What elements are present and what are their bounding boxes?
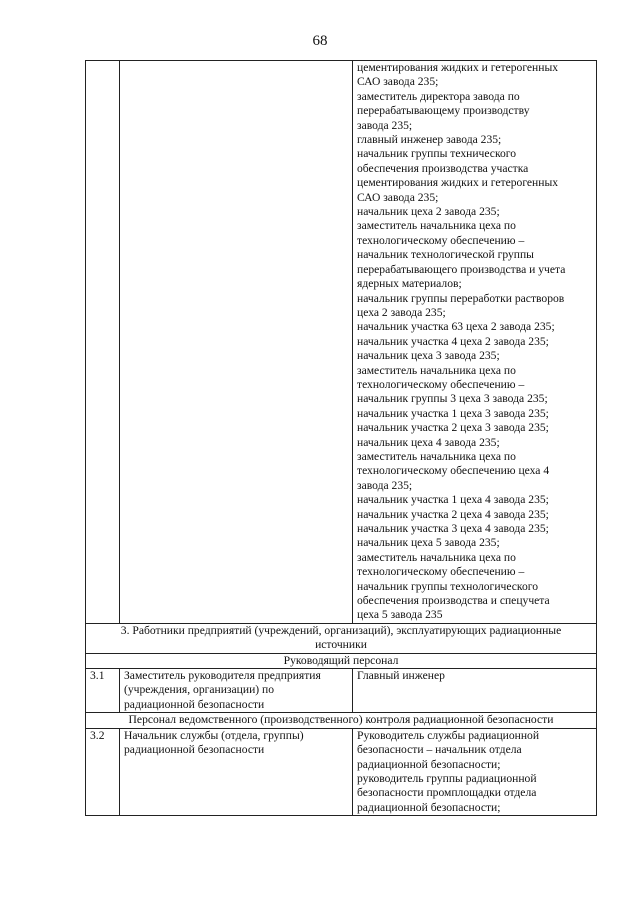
- text-line: начальник цеха 4 завода 235;: [357, 435, 500, 449]
- text-line: цементирования жидких и гетерогенных: [357, 176, 559, 190]
- text-line: технологическому обеспечению –: [357, 565, 525, 579]
- section-title-line: 3. Работники предприятий (учреждений, организаций), эксплуатирующих радиационные: [120, 623, 562, 637]
- text-line: начальник участка 2 цеха 4 завода 235;: [357, 507, 549, 521]
- text-line: заместитель начальника цеха по: [357, 219, 516, 233]
- table-row: [86, 669, 597, 713]
- text-line: САО завода 235;: [357, 190, 439, 204]
- continued-number-cell: [86, 61, 120, 624]
- text-line: Заместитель руководителя предприятия: [124, 669, 321, 683]
- section-title-row: [86, 623, 597, 653]
- text-line: Начальник службы (отдела, группы): [124, 728, 304, 742]
- text-line: цементирования жидких и гетерогенных: [357, 61, 559, 74]
- text-line: радиационной безопасности;: [357, 800, 501, 814]
- text-line: безопасности промплощадки отдела: [357, 786, 537, 800]
- text-line: перерабатывающему производству: [357, 104, 530, 118]
- text-line: начальник участка 4 цеха 2 завода 235;: [357, 334, 549, 348]
- subheading-row: [86, 653, 597, 668]
- subheading-row: [86, 713, 597, 728]
- text-line: начальник участка 1 цеха 3 завода 235;: [357, 406, 549, 420]
- row-number: 3.1: [86, 669, 120, 713]
- continued-equivalent-cell: [353, 61, 597, 624]
- text-line: начальник технологической группы: [357, 248, 534, 262]
- text-line: заместитель директора завода по: [357, 89, 520, 103]
- text-line: начальник группы технического: [357, 147, 517, 161]
- text-line: начальник цеха 3 завода 235;: [357, 349, 500, 363]
- subheading-control: Персонал ведомственного (производственного) контроля радиационной безопасности: [86, 713, 597, 728]
- continued-position-cell: [120, 61, 353, 624]
- text-line: САО завода 235;: [357, 75, 439, 89]
- positions-table: [85, 60, 597, 816]
- text-line: завода 235;: [357, 118, 413, 132]
- text-line: заместитель начальника цеха по: [357, 449, 516, 463]
- text-line: главный инженер завода 235;: [357, 133, 502, 147]
- text-line: цеха 2 завода 235;: [357, 305, 446, 319]
- text-line: начальник группы переработки растворов: [357, 291, 565, 305]
- text-line: заместитель начальника цеха по: [357, 363, 516, 377]
- text-line: начальник участка 2 цеха 3 завода 235;: [357, 421, 549, 435]
- text-line: безопасности – начальник отдела: [357, 743, 522, 757]
- text-line: радиационной безопасности: [124, 743, 265, 757]
- text-line: Руководитель службы радиационной: [357, 728, 540, 742]
- text-line: руководитель группы радиационной: [357, 771, 537, 785]
- row-number: 3.2: [86, 728, 120, 815]
- text-line: радиационной безопасности: [124, 697, 265, 711]
- text-line: радиационной безопасности;: [357, 757, 501, 771]
- text-line: перерабатывающего производства и учета: [357, 262, 566, 276]
- text-line: начальник участка 1 цеха 4 завода 235;: [357, 493, 549, 507]
- text-line: технологическому обеспечению цеха 4: [357, 464, 550, 478]
- text-line: технологическому обеспечению –: [357, 233, 525, 247]
- text-line: начальник группы технологического: [357, 579, 539, 593]
- section-title: [86, 623, 597, 653]
- subheading-management: Руководящий персонал: [86, 653, 597, 668]
- continued-row: [86, 61, 597, 624]
- text-line: технологическому обеспечению –: [357, 377, 525, 391]
- text-line: начальник цеха 2 завода 235;: [357, 205, 500, 219]
- text-line: завода 235;: [357, 478, 413, 492]
- text-line: начальник участка 63 цеха 2 завода 235;: [357, 320, 555, 334]
- equivalent-cell: [353, 669, 597, 713]
- text-line: ядерных материалов;: [357, 277, 462, 291]
- text-line: начальник группы 3 цеха 3 завода 235;: [357, 392, 548, 406]
- text-line: Главный инженер: [357, 669, 445, 683]
- text-line: начальник участка 3 цеха 4 завода 235;: [357, 522, 549, 535]
- position-cell: [120, 669, 353, 713]
- text-line: (учреждения, организации) по: [124, 683, 275, 697]
- text-line: заместитель начальника цеха по: [357, 550, 516, 564]
- table-row: [86, 728, 597, 815]
- section-title-line: источники: [315, 638, 367, 652]
- page-number: 68: [312, 33, 328, 49]
- text-line: цеха 5 завода 235: [357, 608, 443, 622]
- position-cell: [120, 728, 353, 815]
- text-line: начальник цеха 5 завода 235;: [357, 536, 500, 550]
- text-line: обеспечения производства и спецучета: [357, 594, 550, 608]
- text-line: обеспечения производства участка: [357, 161, 529, 175]
- equivalent-cell: [353, 728, 597, 815]
